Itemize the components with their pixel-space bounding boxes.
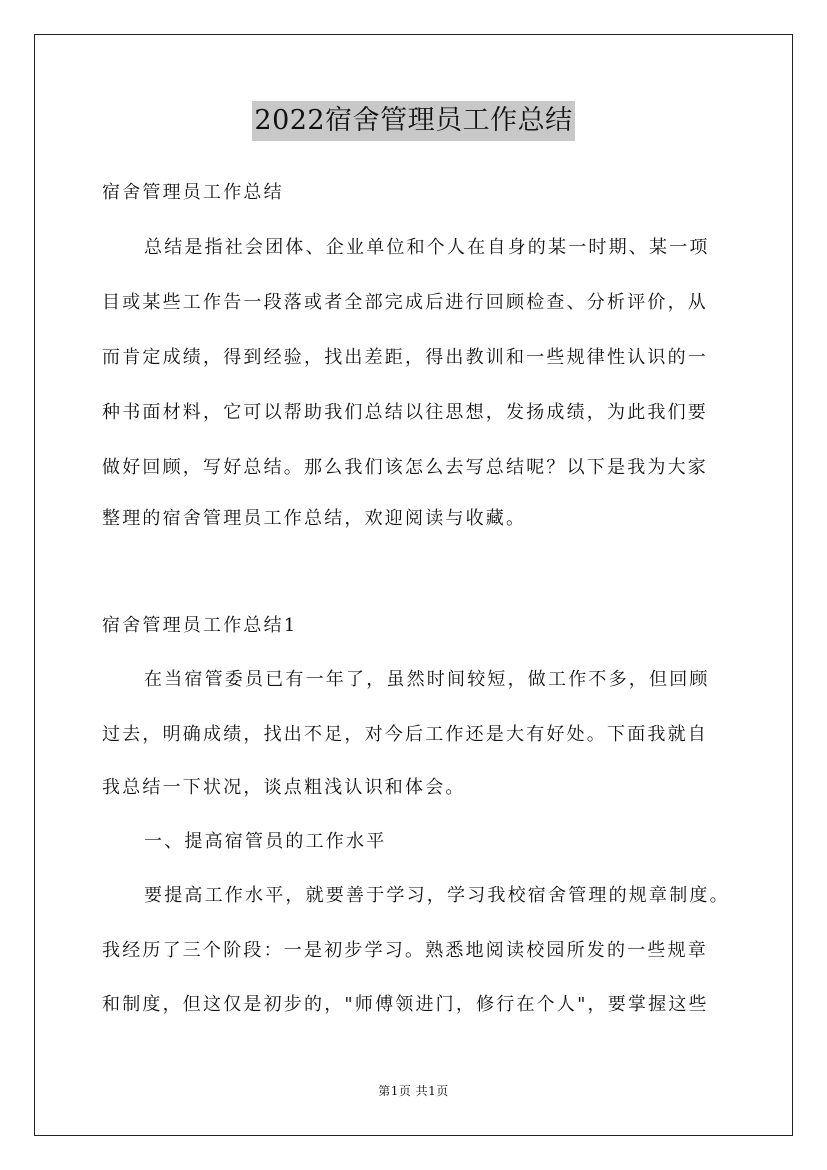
paragraph-line: 和制度，但这仅是初步的，"师傅领进门，修行在个人"，要掌握这些 xyxy=(102,994,709,1015)
paragraph-line: 总结是指社会团体、企业单位和个人在自身的某一时期、某一项 xyxy=(144,237,710,258)
subtitle: 宿舍管理员工作总结 xyxy=(102,182,284,203)
paragraph-line: 目或某些工作告一段落或者全部完成后进行回顾检查、分析评价，从 xyxy=(102,292,708,313)
title-container xyxy=(0,101,827,141)
paragraph-line: 要提高工作水平，就要善于学习，学习我校宿舍管理的规章制度。 xyxy=(144,885,730,906)
section-title: 宿舍管理员工作总结1 xyxy=(102,615,298,636)
paragraph-line: 整理的宿舍管理员工作总结，欢迎阅读与收藏。 xyxy=(102,508,527,529)
paragraph-line: 做好回顾，写好总结。那么我们该怎么去写总结呢？以下是我为大家 xyxy=(102,457,708,478)
document-title: 2022宿舍管理员工作总结 xyxy=(252,101,574,141)
paragraph-line: 过去，明确成绩，找出不足，对今后工作还是大有好处。下面我就自 xyxy=(102,724,708,745)
paragraph-line: 而肯定成绩，得到经验，找出差距，得出教训和一些规律性认识的一 xyxy=(102,347,708,368)
paragraph-line: 种书面材料，它可以帮助我们总结以往思想，发扬成绩，为此我们要 xyxy=(102,402,708,423)
paragraph-line: 我经历了三个阶段：一是初步学习。熟悉地阅读校园所发的一些规章 xyxy=(102,940,708,961)
paragraph-line: 在当宿管委员已有一年了，虽然时间较短，做工作不多，但回顾 xyxy=(144,669,710,690)
page-footer: 第1页 共1页 xyxy=(378,1084,449,1098)
paragraph-line: 我总结一下状况，谈点粗浅认识和体会。 xyxy=(102,777,466,798)
section-heading: 一、提高宿管员的工作水平 xyxy=(144,831,387,852)
